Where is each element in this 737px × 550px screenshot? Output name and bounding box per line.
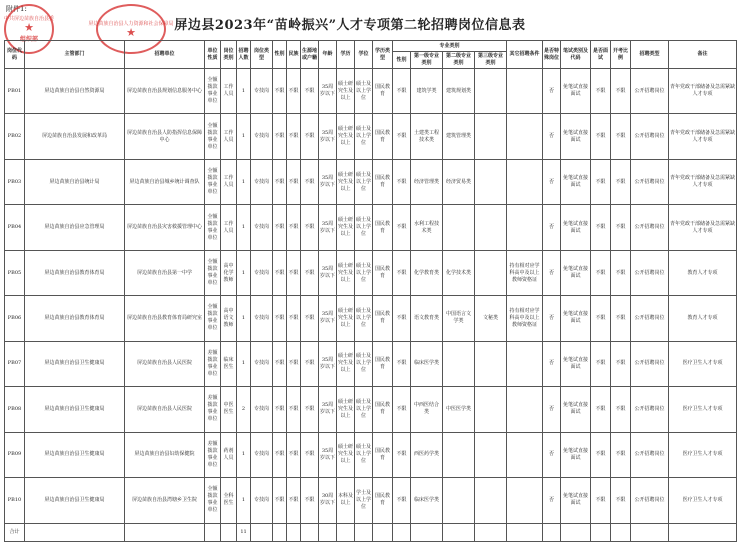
table-cell: 1 bbox=[237, 250, 251, 295]
table-cell: 不限 bbox=[273, 432, 287, 477]
table-cell: 不限 bbox=[393, 296, 411, 341]
table-cell: 全额拨款事业单位 bbox=[205, 69, 221, 114]
page-title: 屏边县2023年“苗岭振兴”人才专项第二轮招聘岗位信息表 bbox=[174, 18, 526, 33]
table-cell: 屏边苗族自治县卫生健康局 bbox=[25, 432, 125, 477]
table-cell: 专技岗 bbox=[251, 296, 273, 341]
header-major2: 第二级专业类别 bbox=[443, 52, 475, 69]
table-cell: 屏边苗族自治县城乡统计调查队 bbox=[125, 159, 205, 204]
table-cell: 工作人员 bbox=[221, 205, 237, 250]
table-cell: 1 bbox=[237, 296, 251, 341]
table-cell: 全额拨款事业单位 bbox=[205, 478, 221, 523]
table-cell: 免笔试直接面试 bbox=[561, 205, 591, 250]
table-cell: 公开招聘岗位 bbox=[631, 478, 669, 523]
table-cell bbox=[475, 432, 507, 477]
table-cell: 不限 bbox=[287, 387, 301, 432]
table-cell: 国民教育 bbox=[373, 341, 393, 386]
table-cell bbox=[507, 478, 543, 523]
table-cell: 化学教育类 bbox=[411, 250, 443, 295]
table-cell: 免笔试直接面试 bbox=[561, 296, 591, 341]
table-cell: 35周岁以下 bbox=[319, 114, 337, 159]
table-cell: 35周岁以下 bbox=[319, 205, 337, 250]
table-cell: 免笔试直接面试 bbox=[561, 114, 591, 159]
table-cell: PB05 bbox=[5, 250, 25, 295]
table-row bbox=[5, 114, 737, 159]
table-cell: 屏边苗族自治县卫生健康局 bbox=[25, 341, 125, 386]
table-cell: 本科及以上 bbox=[337, 478, 355, 523]
table-cell: 否 bbox=[543, 341, 561, 386]
table-cell: 1 bbox=[237, 341, 251, 386]
table-cell: 免笔试直接面试 bbox=[561, 250, 591, 295]
table-cell: 差额拨款事业单位 bbox=[205, 341, 221, 386]
table-cell: 公开招聘岗位 bbox=[631, 432, 669, 477]
table-cell: 否 bbox=[543, 114, 561, 159]
table-cell: 不限 bbox=[591, 387, 611, 432]
table-cell: 屏边苗族自治县人防指挥信息保障中心 bbox=[125, 114, 205, 159]
table-cell: 专技岗 bbox=[251, 387, 273, 432]
table-cell: PB04 bbox=[5, 205, 25, 250]
table-cell: 医疗卫生人才专项 bbox=[669, 341, 737, 386]
table-cell bbox=[507, 387, 543, 432]
table-row bbox=[5, 478, 737, 523]
table-cell: 1 bbox=[237, 432, 251, 477]
table-cell: 硕士及以上学位 bbox=[355, 159, 373, 204]
header-type: 岗位类型 bbox=[251, 41, 273, 69]
table-cell: 不限 bbox=[611, 296, 631, 341]
header-major3: 第三级专业类别 bbox=[475, 52, 507, 69]
table-cell: 专技岗 bbox=[251, 341, 273, 386]
table-cell: 不限 bbox=[591, 159, 611, 204]
table-cell: 不限 bbox=[287, 114, 301, 159]
star-icon: ★ bbox=[24, 21, 34, 34]
table-cell: 全额拨款事业单位 bbox=[205, 250, 221, 295]
table-cell: 屏边苗族自治县第一中学 bbox=[125, 250, 205, 295]
table-cell: 不限 bbox=[611, 114, 631, 159]
header-unit: 招聘单位 bbox=[125, 41, 205, 69]
table-cell: 不限 bbox=[287, 250, 301, 295]
table-cell: 不限 bbox=[591, 205, 611, 250]
table-cell bbox=[475, 341, 507, 386]
table-cell: 中医医生 bbox=[221, 387, 237, 432]
table-cell: 不限 bbox=[611, 341, 631, 386]
table-cell: 不限 bbox=[393, 159, 411, 204]
table-cell: 屏边苗族自治县发展和改革局 bbox=[25, 114, 125, 159]
table-cell: 否 bbox=[543, 387, 561, 432]
table-cell: 1 bbox=[237, 114, 251, 159]
table-cell: 屏边苗族自治县教育体育局研究室 bbox=[125, 296, 205, 341]
table-row bbox=[5, 69, 737, 114]
table-cell: 否 bbox=[543, 478, 561, 523]
table-cell: 硕士及以上学位 bbox=[355, 387, 373, 432]
table-cell: 不限 bbox=[301, 432, 319, 477]
table-cell bbox=[507, 205, 543, 250]
table-cell: 硕士研究生及以上 bbox=[337, 205, 355, 250]
table-cell: 专技岗 bbox=[251, 159, 273, 204]
table-cell: 化学技术类 bbox=[443, 250, 475, 295]
table-cell: 硕士研究生及以上 bbox=[337, 114, 355, 159]
table-cell: 硕士及以上学位 bbox=[355, 296, 373, 341]
table-cell: 不限 bbox=[287, 478, 301, 523]
table-cell: 不限 bbox=[273, 387, 287, 432]
table-cell: 公开招聘岗位 bbox=[631, 387, 669, 432]
total-count: 11 bbox=[237, 523, 251, 541]
table-cell: 不限 bbox=[611, 478, 631, 523]
table-cell: 国民教育 bbox=[373, 159, 393, 204]
table-cell: 不限 bbox=[301, 387, 319, 432]
header-remarks: 备注 bbox=[669, 41, 737, 69]
table-cell: 屏边苗族自治县教育体育局 bbox=[25, 296, 125, 341]
table-cell: 免笔试直接面试 bbox=[561, 432, 591, 477]
table-cell: 35周岁以下 bbox=[319, 69, 337, 114]
table-cell: 不限 bbox=[273, 341, 287, 386]
table-cell: 不限 bbox=[301, 296, 319, 341]
table-cell: 不限 bbox=[301, 341, 319, 386]
header-education: 学历 bbox=[337, 41, 355, 69]
table-cell: 屏边苗族自治县自然资源局 bbox=[25, 69, 125, 114]
table-cell: 语文教育类 bbox=[411, 296, 443, 341]
table-cell: 屏边苗族自治县统计局 bbox=[25, 159, 125, 204]
table-cell: 35周岁以下 bbox=[319, 432, 337, 477]
table-cell bbox=[475, 387, 507, 432]
table-cell: 不限 bbox=[393, 69, 411, 114]
table-cell: 不限 bbox=[273, 114, 287, 159]
table-cell: 不限 bbox=[301, 250, 319, 295]
attachment-label: 附件1: bbox=[6, 5, 27, 13]
table-cell: 否 bbox=[543, 69, 561, 114]
table-cell: 国民教育 bbox=[373, 114, 393, 159]
table-cell: 不限 bbox=[591, 114, 611, 159]
table-cell: 持有相对应学科高中及以上教师资格证 bbox=[507, 250, 543, 295]
table-cell: 医疗卫生人才专项 bbox=[669, 387, 737, 432]
table-cell: PB03 bbox=[5, 159, 25, 204]
table-row bbox=[5, 250, 737, 295]
table-cell bbox=[507, 69, 543, 114]
table-cell: 青年党政干部储备及急需紧缺人才专项 bbox=[669, 205, 737, 250]
table-cell: 不限 bbox=[287, 432, 301, 477]
table-cell: 不限 bbox=[393, 432, 411, 477]
table-cell: 临床医学类 bbox=[411, 341, 443, 386]
table-cell: 不限 bbox=[273, 159, 287, 204]
table-cell bbox=[475, 114, 507, 159]
table-cell: 屏边苗族自治县人民医院 bbox=[125, 341, 205, 386]
table-cell: 硕士及以上学位 bbox=[355, 205, 373, 250]
table-cell: PB06 bbox=[5, 296, 25, 341]
table-cell bbox=[475, 69, 507, 114]
table-cell: 专技岗 bbox=[251, 205, 273, 250]
table-cell: 国民教育 bbox=[373, 478, 393, 523]
table-cell: 国民教育 bbox=[373, 205, 393, 250]
table-cell: 不限 bbox=[393, 478, 411, 523]
table-cell: 工作人员 bbox=[221, 159, 237, 204]
table-cell: 不限 bbox=[611, 205, 631, 250]
total-row bbox=[5, 523, 737, 541]
table-cell: 不限 bbox=[273, 296, 287, 341]
table-cell: 硕士及以上学位 bbox=[355, 341, 373, 386]
table-cell: 全科医生 bbox=[221, 478, 237, 523]
table-cell: 西医药学类 bbox=[411, 432, 443, 477]
table-cell: 35周岁以下 bbox=[319, 296, 337, 341]
table-cell: PB07 bbox=[5, 341, 25, 386]
seal-left-sub-text: 组织部 bbox=[19, 36, 38, 43]
star-icon: ★ bbox=[126, 25, 136, 39]
table-cell: 硕士研究生及以上 bbox=[337, 341, 355, 386]
table-cell: 硕士研究生及以上 bbox=[337, 432, 355, 477]
table-row bbox=[5, 296, 737, 341]
header-special: 是否特殊岗位 bbox=[543, 41, 561, 69]
table-cell: 全额拨款事业单位 bbox=[205, 114, 221, 159]
header-ratio: 开考比例 bbox=[611, 41, 631, 69]
table-cell: 公开招聘岗位 bbox=[631, 296, 669, 341]
table-cell bbox=[443, 432, 475, 477]
recruitment-table bbox=[4, 40, 737, 542]
table-cell: 工作人员 bbox=[221, 69, 237, 114]
table-cell: 不限 bbox=[287, 341, 301, 386]
table-cell: 工作人员 bbox=[221, 114, 237, 159]
table-cell: 全额拨款事业单位 bbox=[205, 159, 221, 204]
table-cell: 屏边苗族自治县卫生健康局 bbox=[25, 478, 125, 523]
table-cell: 硕士及以上学位 bbox=[355, 432, 373, 477]
table-row bbox=[5, 432, 737, 477]
table-cell: PB08 bbox=[5, 387, 25, 432]
table-cell: 专技岗 bbox=[251, 250, 273, 295]
table-cell bbox=[443, 341, 475, 386]
table-cell bbox=[475, 159, 507, 204]
table-cell bbox=[507, 114, 543, 159]
table-cell: 青年党政干部储备及急需紧缺人才专项 bbox=[669, 114, 737, 159]
table-cell: 医疗卫生人才专项 bbox=[669, 432, 737, 477]
table-cell: 教育人才专项 bbox=[669, 296, 737, 341]
table-cell: 全额拨款事业单位 bbox=[205, 296, 221, 341]
table-cell: 屏边苗族自治县妇幼保健院 bbox=[125, 432, 205, 477]
table-cell: 35周岁以下 bbox=[319, 387, 337, 432]
table-cell: 高中语文教师 bbox=[221, 296, 237, 341]
header-interview: 是否面试 bbox=[591, 41, 611, 69]
table-cell: 不限 bbox=[301, 478, 319, 523]
table-row bbox=[5, 341, 737, 386]
table-cell: 不限 bbox=[393, 387, 411, 432]
table-cell: 不限 bbox=[273, 478, 287, 523]
table-cell: 青年党政干部储备及急需紧缺人才专项 bbox=[669, 69, 737, 114]
table-cell: 中国语言文学类 bbox=[443, 296, 475, 341]
seal-right-arc-text: 屏边苗族自治县人力资源和社会保障局 bbox=[88, 20, 174, 27]
table-cell: 公开招聘岗位 bbox=[631, 205, 669, 250]
header-dept: 主管部门 bbox=[25, 41, 125, 69]
table-cell: 不限 bbox=[393, 250, 411, 295]
table-cell: 差额拨款事业单位 bbox=[205, 432, 221, 477]
table-cell: 全额拨款事业单位 bbox=[205, 205, 221, 250]
table-cell: PB02 bbox=[5, 114, 25, 159]
header-count: 招聘人数 bbox=[237, 41, 251, 69]
table-cell: 国民教育 bbox=[373, 250, 393, 295]
table-cell: 不限 bbox=[393, 114, 411, 159]
header-ethnicity: 民族 bbox=[287, 41, 301, 69]
table-cell: 不限 bbox=[301, 69, 319, 114]
table-cell: 经济贸易类 bbox=[443, 159, 475, 204]
table-cell: 建筑规划类 bbox=[443, 69, 475, 114]
table-cell bbox=[475, 478, 507, 523]
table-cell: 文秘类 bbox=[475, 296, 507, 341]
header-major-any: 性别 bbox=[393, 52, 411, 69]
table-cell: 公开招聘岗位 bbox=[631, 159, 669, 204]
table-cell: 持有相对应学科高中及以上教师资格证 bbox=[507, 296, 543, 341]
table-cell: 免笔试直接面试 bbox=[561, 69, 591, 114]
table-cell: 免笔试直接面试 bbox=[561, 159, 591, 204]
table-cell: 专技岗 bbox=[251, 114, 273, 159]
table-cell: 临床医学类 bbox=[411, 478, 443, 523]
table-cell: 不限 bbox=[301, 159, 319, 204]
table-cell: 免笔试直接面试 bbox=[561, 341, 591, 386]
table-cell: 否 bbox=[543, 205, 561, 250]
table-cell bbox=[507, 159, 543, 204]
table-cell: 土建类工程技术类 bbox=[411, 114, 443, 159]
table-cell: 硕士研究生及以上 bbox=[337, 250, 355, 295]
table-cell: 差额拨款事业单位 bbox=[205, 387, 221, 432]
table-cell: 建筑管理类 bbox=[443, 114, 475, 159]
table-cell: 否 bbox=[543, 432, 561, 477]
header-code: 岗位代码 bbox=[5, 41, 25, 69]
table-cell: 35周岁以下 bbox=[319, 341, 337, 386]
table-cell: 不限 bbox=[273, 250, 287, 295]
table-cell: 国民教育 bbox=[373, 387, 393, 432]
table-cell: PB09 bbox=[5, 432, 25, 477]
table-cell: 公开招聘岗位 bbox=[631, 114, 669, 159]
table-cell: 不限 bbox=[393, 341, 411, 386]
header-nature: 单位性质 bbox=[205, 41, 221, 69]
table-cell: 不限 bbox=[287, 159, 301, 204]
table-cell: 不限 bbox=[611, 159, 631, 204]
table-cell: 硕士研究生及以上 bbox=[337, 69, 355, 114]
table-cell: 否 bbox=[543, 159, 561, 204]
table-cell: 屏边苗族自治县灾害救援管理中心 bbox=[125, 205, 205, 250]
table-cell: 高中化学教师 bbox=[221, 250, 237, 295]
table-cell: PB10 bbox=[5, 478, 25, 523]
table-cell: 不限 bbox=[591, 341, 611, 386]
table-cell: 公开招聘岗位 bbox=[631, 341, 669, 386]
table-cell: 不限 bbox=[393, 205, 411, 250]
table-cell: 不限 bbox=[301, 205, 319, 250]
table-cell: 屏边苗族自治县卫生健康局 bbox=[25, 387, 125, 432]
table-cell: 硕士及以上学位 bbox=[355, 250, 373, 295]
table-cell: 不限 bbox=[611, 250, 631, 295]
table-row bbox=[5, 387, 737, 432]
table-cell: 不限 bbox=[301, 114, 319, 159]
table-cell: 不限 bbox=[287, 205, 301, 250]
header-degree: 学位 bbox=[355, 41, 373, 69]
table-cell: 中西医结合类 bbox=[411, 387, 443, 432]
table-cell: 不限 bbox=[591, 432, 611, 477]
table-cell: 免笔试直接面试 bbox=[561, 478, 591, 523]
table-cell: 不限 bbox=[273, 205, 287, 250]
table-cell: 专技岗 bbox=[251, 69, 273, 114]
table-cell: 1 bbox=[237, 205, 251, 250]
table-cell: 专技岗 bbox=[251, 478, 273, 523]
table-cell: 公开招聘岗位 bbox=[631, 69, 669, 114]
table-cell: 屏边苗族自治县人民医院 bbox=[125, 387, 205, 432]
header-exam-code: 笔试类别及代码 bbox=[561, 41, 591, 69]
table-cell: 不限 bbox=[591, 478, 611, 523]
table-cell: 不限 bbox=[611, 387, 631, 432]
header-major-group: 专业类别 bbox=[393, 41, 507, 52]
table-cell: 35周岁以下 bbox=[319, 159, 337, 204]
table-cell: 学士及以上学位 bbox=[355, 478, 373, 523]
table-row bbox=[5, 159, 737, 204]
table-cell bbox=[507, 432, 543, 477]
table-cell: 不限 bbox=[591, 296, 611, 341]
table-cell: 国民教育 bbox=[373, 432, 393, 477]
table-cell: 建筑学类 bbox=[411, 69, 443, 114]
table-cell: 医疗卫生人才专项 bbox=[669, 478, 737, 523]
table-cell: 不限 bbox=[611, 432, 631, 477]
table-cell: 硕士研究生及以上 bbox=[337, 387, 355, 432]
table-cell: 青年党政干部储备及急需紧缺人才专项 bbox=[669, 159, 737, 204]
table-cell: 国民教育 bbox=[373, 296, 393, 341]
header-recruit-type: 招聘类型 bbox=[631, 41, 669, 69]
header-age: 年龄 bbox=[319, 41, 337, 69]
table-cell: 水利工程技术类 bbox=[411, 205, 443, 250]
table-cell: PB01 bbox=[5, 69, 25, 114]
table-cell: 国民教育 bbox=[373, 69, 393, 114]
table-cell: 1 bbox=[237, 69, 251, 114]
table-cell: 否 bbox=[543, 296, 561, 341]
table-cell: 否 bbox=[543, 250, 561, 295]
total-label: 合计 bbox=[5, 523, 25, 541]
header-category: 岗位类别 bbox=[221, 41, 237, 69]
table-cell: 临床医生 bbox=[221, 341, 237, 386]
table-cell: 不限 bbox=[287, 69, 301, 114]
header-major1: 第一级专业类别 bbox=[411, 52, 443, 69]
header-gender: 性别 bbox=[273, 41, 287, 69]
table-cell: 经济管理类 bbox=[411, 159, 443, 204]
table-cell: 1 bbox=[237, 478, 251, 523]
table-cell: 屏边苗族自治县教育体育局 bbox=[25, 250, 125, 295]
table-cell bbox=[475, 205, 507, 250]
table-cell: 硕士研究生及以上 bbox=[337, 296, 355, 341]
table-cell: 不限 bbox=[273, 69, 287, 114]
table-cell bbox=[443, 478, 475, 523]
table-cell: 屏边苗族自治县应急管理局 bbox=[25, 205, 125, 250]
table-cell: 硕士及以上学位 bbox=[355, 69, 373, 114]
header-study-type: 学历类型 bbox=[373, 41, 393, 69]
table-cell: 硕士研究生及以上 bbox=[337, 159, 355, 204]
table-cell bbox=[443, 205, 475, 250]
table-cell: 1 bbox=[237, 159, 251, 204]
header-hukou: 生源地或户籍 bbox=[301, 41, 319, 69]
seal-left-arc-text: 中共屏边苗族自治县委 bbox=[4, 16, 55, 22]
table-cell: 不限 bbox=[591, 69, 611, 114]
table-cell: 公开招聘岗位 bbox=[631, 250, 669, 295]
table-cell: 中医医学类 bbox=[443, 387, 475, 432]
table-cell: 不限 bbox=[591, 250, 611, 295]
table-cell: 屏边苗族自治县规划信息服务中心 bbox=[125, 69, 205, 114]
table-cell: 屏边苗族自治县湾塘乡卫生院 bbox=[125, 478, 205, 523]
table-cell: 专技岗 bbox=[251, 432, 273, 477]
table-cell: 2 bbox=[237, 387, 251, 432]
table-cell bbox=[475, 250, 507, 295]
table-cell: 30周岁以下 bbox=[319, 478, 337, 523]
table-cell: 35周岁以下 bbox=[319, 250, 337, 295]
table-cell: 硕士及以上学位 bbox=[355, 114, 373, 159]
header-other: 其它招聘条件 bbox=[507, 41, 543, 69]
table-cell: 不限 bbox=[611, 69, 631, 114]
table-row bbox=[5, 205, 737, 250]
table-cell: 不限 bbox=[287, 296, 301, 341]
table-cell: 药剂人员 bbox=[221, 432, 237, 477]
table-cell: 免笔试直接面试 bbox=[561, 387, 591, 432]
table-cell bbox=[507, 341, 543, 386]
table-cell: 教育人才专项 bbox=[669, 250, 737, 295]
